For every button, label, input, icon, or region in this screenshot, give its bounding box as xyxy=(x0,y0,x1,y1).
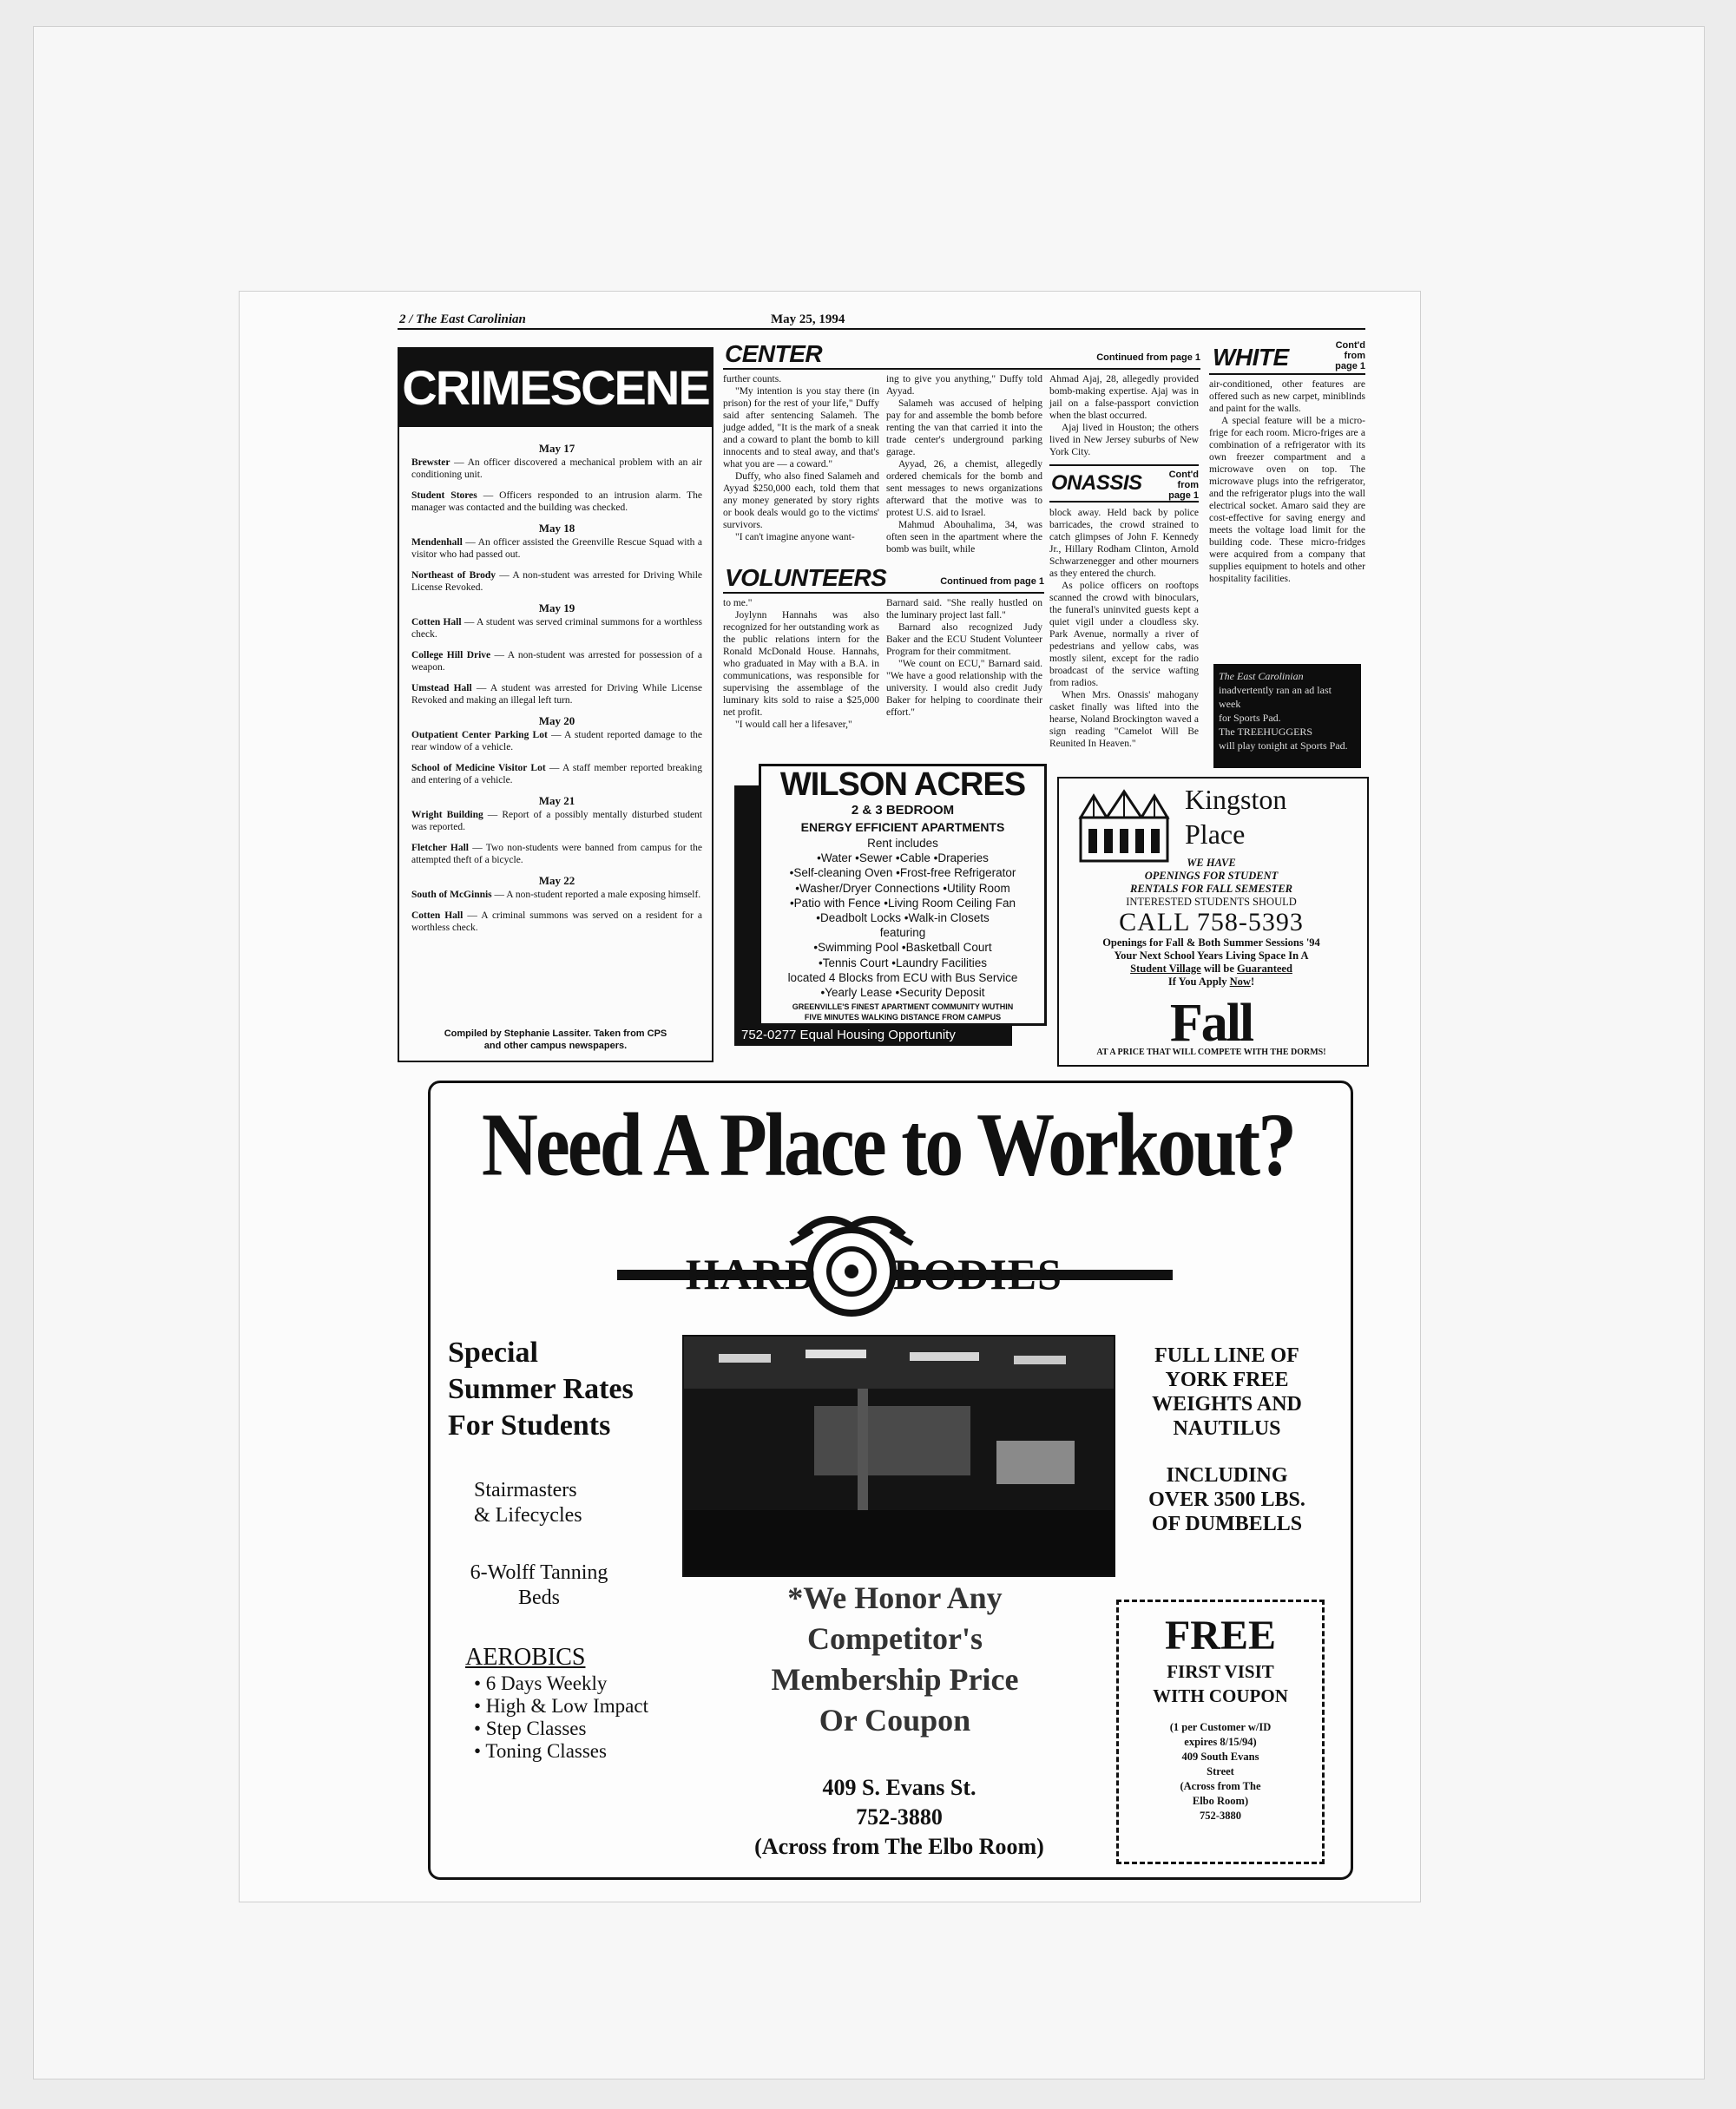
address-line: 409 S. Evans St. xyxy=(822,1775,976,1800)
wilson-footer: 752-0277 Equal Housing Opportunity xyxy=(741,1028,956,1042)
crime-date: May 18 xyxy=(538,522,575,535)
building-icon xyxy=(1076,787,1172,865)
crime-location: Fletcher Hall xyxy=(411,843,469,853)
notice-box xyxy=(1213,664,1361,768)
honor-line: *We Honor Any xyxy=(787,1580,1003,1615)
paragraph: Joylynn Hannahs was also recognized for her outstanding work as the public relations intern for the Ronald McDonald House. Hannahs, who graduated in May with a B.A. in communications, was responsible for supervising the assemblage of the luminary kits sold to raise a $25,000 net profit. xyxy=(723,610,879,718)
wilson-sub: 2 & 3 BEDROOM xyxy=(851,803,955,818)
logo-right-text: BODIES xyxy=(893,1250,1062,1298)
special-line: Special xyxy=(448,1337,538,1369)
crime-entry xyxy=(411,762,702,786)
rule xyxy=(723,592,1044,594)
crime-location: Mendenhall xyxy=(411,537,463,548)
rule xyxy=(1049,464,1199,466)
coupon-fine: (1 per Customer w/ID xyxy=(1169,1721,1272,1733)
paragraph: further counts. xyxy=(723,374,782,384)
crime-entry xyxy=(411,809,702,833)
center-col-3 xyxy=(1049,373,1199,458)
wilson-feature-line: Rent includes xyxy=(867,837,938,850)
aerobics-item: • Step Classes xyxy=(474,1718,587,1739)
kingston-line: Your Next School Years Living Space In A xyxy=(1114,949,1309,962)
crime-entry xyxy=(411,489,702,514)
coupon[interactable] xyxy=(1116,1600,1325,1864)
paragraph: Barnard said. "She really hustled on the luminary project last fall." xyxy=(886,598,1042,621)
crime-entry xyxy=(411,649,702,673)
tanning-line: 6-Wolff Tanning xyxy=(470,1561,608,1584)
equipment-line: WEIGHTS AND xyxy=(1152,1393,1302,1416)
wilson-sub: ENERGY EFFICIENT APARTMENTS xyxy=(800,820,1005,834)
wilson-acres-ad xyxy=(734,764,1047,1046)
onassis-column xyxy=(1049,507,1199,750)
crime-description: — A non-student reported a male exposing himself. xyxy=(491,890,701,900)
crime-location: Wright Building xyxy=(411,810,483,820)
volunteers-col-1 xyxy=(723,597,879,731)
underlined-text: Now xyxy=(1229,976,1251,988)
hard-bodies-ad xyxy=(428,1081,1353,1880)
equipment-line: OVER 3500 LBS. xyxy=(1148,1488,1305,1511)
honor-line: Competitor's xyxy=(807,1621,983,1656)
coupon-fine: 752-3880 xyxy=(1200,1810,1241,1822)
wilson-features xyxy=(761,836,1044,1000)
gym-photo xyxy=(682,1335,1115,1577)
crime-description: — Officers responded to an intrusion alarm. The manager was contacted and the building was checked. xyxy=(411,490,702,513)
crime-description: — An officer discovered a mechanical problem with an air conditioning unit. xyxy=(411,457,702,480)
aerobics-title: AEROBICS xyxy=(465,1644,586,1671)
wilson-feature-line: •Tennis Court •Laundry Facilities xyxy=(818,956,988,969)
hard-bodies-logo xyxy=(617,1209,1173,1322)
crime-description: — A criminal summons was served on a resident for a worthless check. xyxy=(411,910,702,933)
wilson-feature-line: •Yearly Lease •Security Deposit xyxy=(820,986,985,1000)
paragraph: Ayyad, 26, a chemist, allegedly ordered chemicals for the bomb and sent messages to news organizations afterward that the motive was to protest U.S. aid to Israel. xyxy=(886,459,1042,518)
crime-description: — A non-student was arrested for possession of a weapon. xyxy=(411,650,702,673)
white-heading: WHITE xyxy=(1213,344,1289,371)
coupon-fine: (Across from The xyxy=(1180,1780,1261,1792)
crime-date: May 17 xyxy=(538,442,575,455)
paragraph: Ajaj lived in Houston; the others lived in New Jersey suburbs of New York City. xyxy=(1049,423,1199,457)
rule xyxy=(1049,501,1199,503)
kingston-line: RENTALS FOR FALL SEMESTER xyxy=(1130,883,1292,895)
equipment-line: NAUTILUS xyxy=(1173,1417,1281,1440)
crime-description: — Report of a possibly mentally disturbed student was reported. xyxy=(411,810,702,832)
paragraph: Duffy, who also fined Salameh and Ayyad $250,000 each, told them that any money generated by story rights or book deals would go to the victims' survivors. xyxy=(723,471,879,530)
kingston-line: WE HAVE xyxy=(1187,857,1236,869)
wilson-feature-line: •Washer/Dryer Connections •Utility Room xyxy=(795,881,1010,895)
center-heading: CENTER xyxy=(725,340,823,367)
notice-line: will play tonight at Sports Pad. xyxy=(1219,739,1348,752)
onassis-heading: ONASSIS xyxy=(1051,471,1142,495)
paragraph: A special feature will be a micro-frige for each room. Micro-friges are a combination of a refrigerator with its own freezer compartment and a microwave oven on top. The microwave plugs into the refrigerator, and the refrigerator plugs into the wall electrical socket. Amaro said they are cost-effective for saving energy and meets the voltage load limit for the building code. These micro-fridges were acquired from a company that supplies equipment to hotels and other hospitality facilities. xyxy=(1209,416,1365,584)
paragraph: Ahmad Ajaj, 28, allegedly provided bomb-making expertise. Ajaj was in jail on a false-passport conviction when the blast occurred. xyxy=(1049,374,1199,421)
white-header xyxy=(1209,340,1365,375)
equipment-line: YORK FREE xyxy=(1165,1369,1289,1391)
paragraph: air-conditioned, other features are offered such as new carpet, miniblinds and paint for the walls. xyxy=(1209,379,1365,414)
wilson-fine: FIVE MINUTES WALKING DISTANCE FROM CAMPUS xyxy=(804,1013,1002,1022)
onassis-header xyxy=(1049,464,1199,503)
paragraph: "I would call her a lifesaver," xyxy=(735,719,852,730)
crime-entry xyxy=(411,842,702,866)
wilson-title: WILSON ACRES xyxy=(779,766,1026,803)
aerobics-item: • Toning Classes xyxy=(474,1740,607,1762)
tanning-line: Beds xyxy=(518,1587,560,1609)
honor-line: Or Coupon xyxy=(819,1703,971,1738)
crime-location: Student Stores xyxy=(411,490,477,501)
coupon-line: FIRST VISIT xyxy=(1167,1661,1274,1682)
crime-entry xyxy=(411,569,702,594)
crime-location: Brewster xyxy=(411,457,450,468)
crime-entry xyxy=(411,682,702,706)
paragraph: to me." xyxy=(723,598,753,608)
wilson-feature-line: •Swimming Pool •Basketball Court xyxy=(813,941,992,955)
crime-date: May 22 xyxy=(538,874,575,887)
wilson-fine: GREENVILLE'S FINEST APARTMENT COMMUNITY WUTHIN xyxy=(792,1002,1014,1012)
crime-entry xyxy=(411,536,702,561)
crime-scene-box xyxy=(398,347,713,1062)
paragraph: Barnard also recognized Judy Baker and the ECU Student Volunteer Program for their commitment. xyxy=(886,622,1042,657)
crime-date: May 21 xyxy=(538,794,575,807)
crime-description: — A student was served criminal summons for a worthless check. xyxy=(411,617,702,640)
page-label: 2 / The East Carolinian xyxy=(399,312,526,326)
paragraph: Mahmud Abouhalima, 34, was often seen in the apartment where the bomb was built, while xyxy=(886,520,1042,555)
equipment-left xyxy=(474,1478,674,1528)
crime-location: South of McGinnis xyxy=(411,890,492,900)
special-rates xyxy=(448,1335,691,1444)
honor-line: Membership Price xyxy=(771,1662,1019,1697)
crime-entry xyxy=(411,729,702,753)
crime-description: — A student reported damage to the rear window of a vehicle. xyxy=(411,730,703,752)
crime-description: — A student was arrested for Driving While License Revoked and making an illegal left turn. xyxy=(411,683,702,706)
notice-line: for Sports Pad. xyxy=(1219,712,1281,724)
paragraph: Salameh was accused of helping pay for and assemble the bomb before renting the van that carried it into the trade center's underground parking garage. xyxy=(886,398,1042,457)
kingston-text: If You Apply xyxy=(1167,976,1230,988)
crime-description: — A non-student was arrested for Driving While License Revoked. xyxy=(411,570,702,593)
volunteers-heading: VOLUNTEERS xyxy=(725,564,887,591)
white-continued: Cont'd from page 1 xyxy=(1335,340,1365,371)
crime-location: College Hill Drive xyxy=(411,650,491,660)
wilson-content xyxy=(759,764,1047,1026)
equipment-line: OF DUMBELLS xyxy=(1151,1513,1303,1535)
equipment-list xyxy=(1116,1344,1338,1536)
address-line: 752-3880 xyxy=(856,1804,943,1830)
ad-headline: Need A Place to Workout? xyxy=(481,1095,1295,1195)
center-col-1 xyxy=(723,373,879,543)
crime-entry xyxy=(411,457,702,481)
white-column xyxy=(1209,378,1365,585)
aerobics-item: • 6 Days Weekly xyxy=(474,1672,608,1694)
aerobics-item: • High & Low Impact xyxy=(474,1695,648,1717)
kingston-text: ! xyxy=(1250,976,1255,988)
coupon-line: WITH COUPON xyxy=(1153,1685,1288,1706)
credit-line: Compiled by Stephanie Lassiter. Taken from CPS xyxy=(444,1028,667,1039)
volunteers-continued: Continued from page 1 xyxy=(940,576,1044,587)
wilson-feature-line: •Patio with Fence •Living Room Ceiling Fan xyxy=(789,896,1016,910)
wilson-feature-line: •Deadbolt Locks •Walk-in Closets xyxy=(816,911,990,925)
paragraph: ing to give you anything," Duffy told Ayyad. xyxy=(886,374,1042,397)
crime-location: Cotten Hall xyxy=(411,617,462,627)
crime-description: — An officer assisted the Greenville Rescue Squad with a visitor who had passed out. xyxy=(411,537,702,560)
kingston-line xyxy=(1059,976,1364,989)
coupon-fine: Street xyxy=(1207,1765,1234,1777)
notice-line: The TREEHUGGERS xyxy=(1219,726,1313,738)
crime-location: School of Medicine Visitor Lot xyxy=(411,763,546,773)
honor-block xyxy=(700,1578,1090,1741)
crime-credit xyxy=(399,1028,712,1052)
paragraph: "My intention is you stay there (in prison) for the rest of your life," Duffy said after sentencing Salameh. The judge added, "It is the mark of a sneak and a coward to plant the bomb to kill innocents and to steal away, and that's what you are — a coward." xyxy=(723,386,879,470)
credit-line: and other campus newspapers. xyxy=(483,1041,628,1051)
equipment-line: FULL LINE OF xyxy=(1154,1344,1299,1367)
wilson-feature-line: •Self-cleaning Oven •Frost-free Refrigerator xyxy=(789,866,1016,880)
equipment-line: Stairmasters xyxy=(474,1479,577,1501)
wilson-feature-line: •Water •Sewer •Cable •Draperies xyxy=(817,851,989,865)
paragraph: block away. Held back by police barricades, the crowd strained to catch glimpses of John F. Kennedy Jr., Hillary Rodham Clinton, Arnold Schwarzenegger and other mourners as they entered the church. xyxy=(1049,508,1199,579)
crime-location: Outpatient Center Parking Lot xyxy=(411,730,548,740)
kingston-line: Openings for Fall & Both Summer Sessions '94 xyxy=(1102,936,1320,949)
center-header xyxy=(723,340,1200,370)
crime-description: — A staff member reported breaking and entering of a vehicle. xyxy=(411,763,702,785)
spacer xyxy=(1116,1441,1338,1463)
address-line: (Across from The Elbo Room) xyxy=(754,1834,1044,1859)
crime-date: May 19 xyxy=(538,601,575,614)
kingston-copy xyxy=(1059,857,1364,989)
paragraph: When Mrs. Onassis' mahogany casket finally was lifted into the hearse, Noland Brockington waved a sign reading "Camelot Will Be Reunited In Heaven." xyxy=(1049,690,1199,749)
kingston-line: INTERESTED STUDENTS SHOULD xyxy=(1126,896,1297,908)
coupon-fine: Elbo Room) xyxy=(1192,1795,1249,1807)
kingston-footer: AT A PRICE THAT WILL COMPETE WITH THE DORMS! xyxy=(1096,1048,1326,1057)
crime-log xyxy=(411,436,702,943)
paragraph: "We count on ECU," Barnard said. "We have a good relationship with the university. I would also credit Judy Baker for helping to coordinate their effort." xyxy=(886,659,1042,718)
special-line: Summer Rates xyxy=(448,1373,634,1405)
volunteers-header xyxy=(723,564,1044,594)
crime-date: May 20 xyxy=(538,714,575,727)
underlined-text: Guaranteed xyxy=(1237,963,1292,975)
kingston-line: OPENINGS FOR STUDENT xyxy=(1144,870,1279,882)
onassis-continued: Cont'd from page 1 xyxy=(1168,470,1199,501)
crime-location: Cotten Hall xyxy=(411,910,464,921)
wilson-feature-line: featuring xyxy=(879,926,926,940)
kingston-line xyxy=(1059,963,1364,976)
masthead xyxy=(398,312,1365,330)
center-col-2 xyxy=(886,373,1042,555)
fall-graphic: Fall xyxy=(1169,994,1253,1053)
equipment-line: INCLUDING xyxy=(1166,1464,1288,1487)
crime-entry xyxy=(411,889,702,901)
newspaper-page xyxy=(398,312,1365,1888)
kingston-text: will be xyxy=(1200,963,1238,975)
crime-scene-banner: CRIMESCENE xyxy=(399,349,712,427)
kingston-name: Kingston xyxy=(1185,784,1287,815)
crime-location: Umstead Hall xyxy=(411,683,472,693)
coupon-title: FREE xyxy=(1164,1613,1276,1659)
volunteers-col-2 xyxy=(886,597,1042,719)
wilson-feature-line: located 4 Blocks from ECU with Bus Service xyxy=(787,970,1018,984)
notice-line: inadvertently ran an ad last week xyxy=(1219,684,1332,710)
coupon-fine: 409 South Evans xyxy=(1181,1751,1259,1763)
issue-date: May 25, 1994 xyxy=(771,312,845,326)
crime-entry xyxy=(411,616,702,641)
rule xyxy=(1209,373,1365,375)
paragraph: As police officers on rooftops scanned the crowd with binoculars, the funeral's uninvited guests kept a quiet vigil under a cloudless sky. Park Avenue, normally a river of pedestrians and yellow cabs, was mostly silent, except for the radio broadcast of the service wafting from radios. xyxy=(1049,581,1199,688)
aerobics-block xyxy=(465,1643,708,1763)
kingston-phone: CALL 758-5393 xyxy=(1119,908,1304,936)
rule xyxy=(723,368,1200,370)
special-line: For Students xyxy=(448,1409,611,1442)
kingston-name: Place xyxy=(1185,818,1246,850)
tanning xyxy=(448,1560,630,1611)
underlined-text: Student Village xyxy=(1130,963,1201,975)
notice-line: The East Carolinian xyxy=(1219,670,1304,682)
crime-description: — Two non-students were banned from campus for the attempted theft of a bicycle. xyxy=(411,843,702,865)
center-continued: Continued from page 1 xyxy=(1096,352,1200,363)
kingston-place-ad xyxy=(1057,777,1369,1067)
crime-entry xyxy=(411,910,702,934)
equipment-line: & Lifecycles xyxy=(474,1504,582,1527)
paragraph: "I can't imagine anyone want- xyxy=(735,532,855,542)
crime-location: Northeast of Brody xyxy=(411,570,496,581)
logo-left-text: HARD xyxy=(685,1250,817,1298)
coupon-fine: expires 8/15/94) xyxy=(1184,1736,1257,1748)
address-block xyxy=(691,1773,1108,1862)
